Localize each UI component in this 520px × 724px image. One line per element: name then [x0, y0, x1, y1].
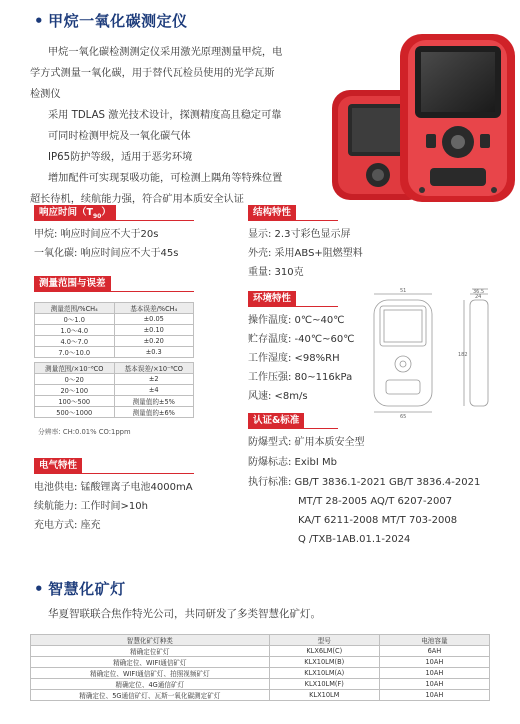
table-row: 100～500 测量值的±5%: [35, 396, 194, 407]
table-header: 基本误差/×10⁻⁶CO: [114, 363, 194, 374]
table-row: 4.0～7.0 ±0.20: [35, 336, 194, 347]
cert-exproof-type: 防爆型式: 矿用本质安全型: [248, 437, 365, 448]
bullet-icon: •: [34, 580, 45, 598]
dimension-diagram: [360, 288, 510, 418]
page-title: • 甲烷一氧化碳测定仪: [34, 12, 188, 30]
table-row: 1.0～4.0 ±0.10: [35, 325, 194, 336]
table-header: 基本误差/%CH₄: [114, 303, 194, 314]
intro-text: [30, 42, 360, 210]
cert-exproof-mark: 防爆标志: ExibI Mb: [248, 457, 338, 468]
intro-line: 学方式测量一氧化碳，用于替代瓦检员使用的光学瓦斯: [30, 68, 275, 79]
section-divider: [34, 291, 194, 292]
table-row: 7.0～10.0 ±0.3: [35, 347, 194, 358]
cert-standard: MT/T 28-2005 AQ/T 6207-2007: [298, 496, 453, 507]
dim-side-b-label: 24: [475, 294, 482, 300]
electrical-charge: 充电方式: 座充: [34, 520, 101, 531]
structure-shell: 外壳: 采用ABS+阻燃塑料: [248, 248, 363, 259]
table-header: 测量范围/×10⁻⁶CO: [35, 363, 115, 374]
section-divider: [248, 428, 338, 429]
table-row: 0～20 ±2: [35, 374, 194, 385]
response-co: 一氧化碳: 响应时间应不大于45s: [34, 248, 179, 259]
dim-height-label: 182: [458, 352, 468, 358]
section-divider: [248, 220, 338, 221]
feature-item: 增加配件可实现泵吸功能，可检测上隅角等特殊位置: [48, 173, 283, 184]
device-front: [400, 34, 515, 202]
product-image: [330, 30, 520, 205]
section-label-structure: 结构特性: [248, 205, 296, 220]
cert-standard: KA/T 6211-2008 MT/T 703-2008: [298, 515, 458, 526]
resolution-note: 分辨率: CH:0.01% CO:1ppm: [38, 428, 131, 436]
table-row: 精确定位、WIFI通信矿灯 KLX10LM(B) 10AH: [31, 657, 490, 668]
table-row: 精确定位矿灯 KLX6LM(C) 6AH: [31, 646, 490, 657]
section-label-certification: 认证&标准: [248, 413, 304, 428]
table-row: 500～1000 测量值的±6%: [35, 407, 194, 418]
section-title-smart-lamp: • 智慧化矿灯: [34, 580, 126, 598]
cert-standard: Q /TXB-1AB.01.1-2024: [298, 534, 411, 545]
table-row: 20～100 ±4: [35, 385, 194, 396]
dim-top-label: 51: [400, 288, 407, 294]
bullet-icon: •: [34, 12, 45, 30]
smart-lamp-table: [30, 634, 490, 701]
dim-bottom-label: 65: [400, 414, 407, 418]
env-humidity: 工作湿度: <98%RH: [248, 353, 340, 364]
feature-item: 可同时检测甲烷及一氧化碳气体: [48, 131, 191, 142]
structure-weight: 重量: 310克: [248, 267, 304, 278]
section-divider: [248, 306, 338, 307]
section-label-response: 响应时间$(T_{90})$: [34, 205, 116, 220]
table-header: 测量范围/%CH₄: [35, 303, 115, 314]
smart-lamp-desc: 华夏智联联合焦作特光公司，共同研发了多类智慧化矿灯。: [48, 608, 321, 620]
table-header: 型号: [269, 635, 379, 646]
intro-line: 甲烷一氧化碳检测测定仪采用激光原理测量甲烷，电: [48, 47, 283, 58]
section-divider: [34, 473, 194, 474]
electrical-endurance: 续航能力: 工作时间>10h: [34, 501, 148, 512]
feature-item: 超长待机，续航能力强，符合矿用本质安全认证: [30, 194, 244, 205]
table-row: 0～1.0 ±0.05: [35, 314, 194, 325]
dim-side-a-label: 36.5: [473, 289, 485, 295]
co-error-table: [34, 362, 194, 418]
env-store-temp: 贮存温度: -40℃~60℃: [248, 334, 355, 345]
cert-standard: 执行标准: GB/T 3836.1-2021 GB/T 3836.4-2021: [248, 477, 481, 488]
section-divider: [34, 220, 194, 221]
intro-line: 检测仪: [30, 89, 61, 100]
env-pressure: 工作压强: 80~116kPa: [248, 372, 353, 383]
electrical-power: 电池供电: 锰酸锂离子电池4000mA: [34, 482, 193, 493]
section-label-measure: 测量范围与误差: [34, 276, 111, 291]
env-op-temp: 操作温度: 0℃~40℃: [248, 315, 345, 326]
structure-display: 显示: 2.3寸彩色显示屏: [248, 229, 351, 240]
section-label-electrical: 电气特性: [34, 458, 82, 473]
env-wind: 风速: <8m/s: [248, 391, 308, 402]
ch4-error-table: [34, 302, 194, 358]
feature-item: 采用 TDLAS 激光技术设计，探测精度高且稳定可靠: [48, 110, 282, 121]
table-row: 精确定位、WIFI通信矿灯、拍照视频矿灯 KLX10LM(A) 10AH: [31, 668, 490, 679]
table-header: 电池容量: [379, 635, 489, 646]
table-row: 精确定位、5G通信矿灯、瓦斯一氧化碳测定矿灯 KLX10LM 10AH: [31, 690, 490, 701]
response-ch4: 甲烷: 响应时间应不大于20s: [34, 229, 159, 240]
section-label-environment: 环境特性: [248, 291, 296, 306]
table-header: 智慧化矿灯种类: [31, 635, 270, 646]
table-row: 精确定位、4G通信矿灯 KLX10LM(F) 10AH: [31, 679, 490, 690]
feature-item: IP65防护等级，适用于恶劣环境: [48, 152, 193, 163]
